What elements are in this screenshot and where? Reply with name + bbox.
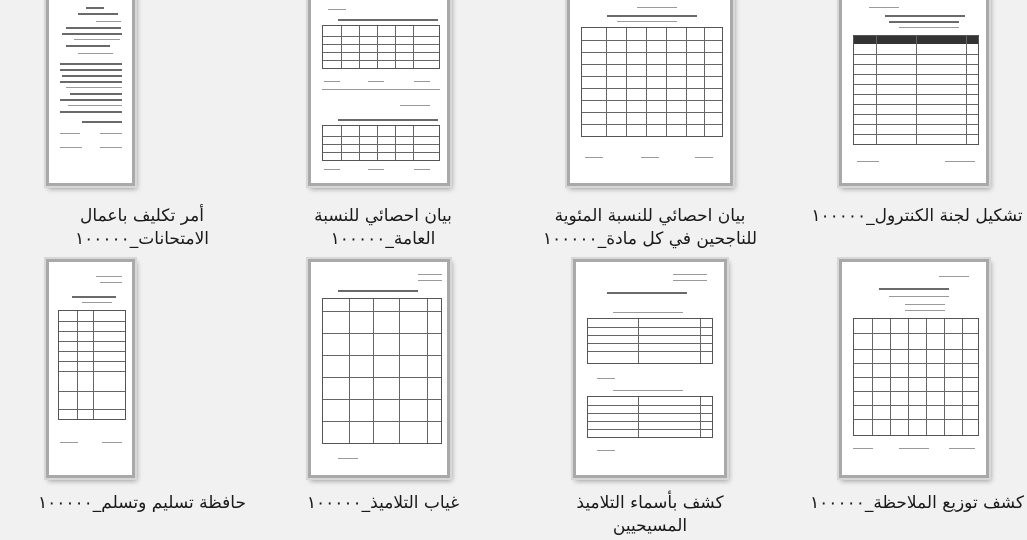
- document-thumbnail[interactable]: [839, 259, 989, 478]
- file-name-line: للناجحين في كل مادة_١٠٠٠٠٠: [542, 229, 758, 249]
- file-name-line: غياب التلاميذ_١٠٠٠٠٠: [306, 493, 460, 513]
- file-name-line: كشف بأسماء التلاميذ: [576, 493, 724, 513]
- file-name-line: أمر تكليف باعمال: [80, 206, 204, 226]
- file-name-line: حافظة تسليم وتسلم_١٠٠٠٠٠: [38, 493, 246, 513]
- file-name[interactable]: [22, 205, 262, 251]
- file-name[interactable]: [530, 492, 770, 538]
- file-name-line: الامتحانات_١٠٠٠٠٠: [74, 229, 210, 249]
- file-name-line: كشف توزيع الملاحظة_١٠٠٠٠٠: [810, 493, 1024, 513]
- file-name[interactable]: [22, 492, 262, 515]
- file-name-line: تشكيل لجنة الكنترول_١٠٠٠٠٠: [811, 206, 1023, 226]
- file-name[interactable]: [797, 492, 1027, 515]
- document-thumbnail[interactable]: [46, 0, 135, 186]
- document-thumbnail[interactable]: [573, 259, 727, 478]
- file-name[interactable]: [263, 205, 503, 251]
- file-name-line: بيان احصائي للنسبة المئوية: [554, 206, 746, 226]
- file-name-line: بيان احصائي للنسبة: [314, 206, 452, 226]
- file-name-line: المسيحيين: [612, 516, 688, 536]
- document-thumbnail[interactable]: [308, 0, 450, 186]
- file-name[interactable]: [530, 205, 770, 251]
- file-name[interactable]: [263, 492, 503, 515]
- document-thumbnail[interactable]: [308, 259, 450, 478]
- file-name-line: العامة_١٠٠٠٠٠: [330, 229, 436, 249]
- document-thumbnail[interactable]: [567, 0, 733, 186]
- file-name[interactable]: [797, 205, 1027, 228]
- document-thumbnail[interactable]: [46, 259, 135, 478]
- document-thumbnail[interactable]: [839, 0, 989, 186]
